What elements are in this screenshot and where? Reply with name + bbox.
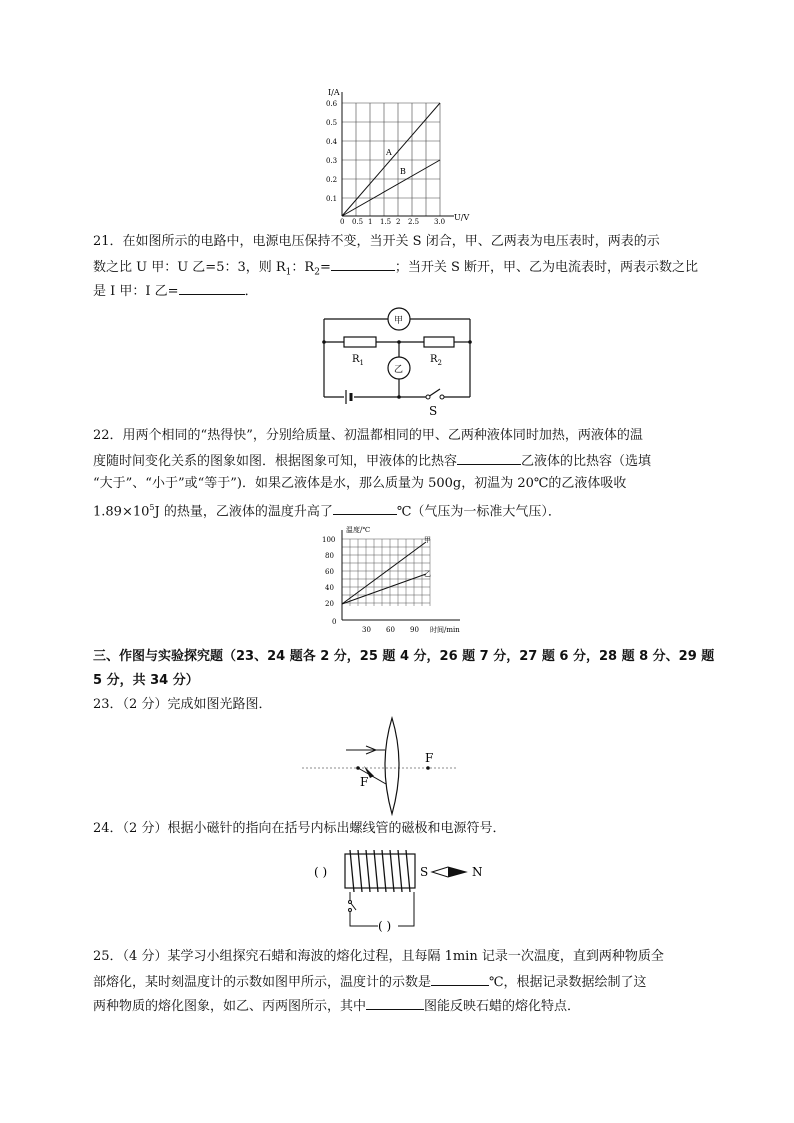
q23-text: 23．（2 分）完成如图光路图． bbox=[93, 697, 272, 712]
origin-label: 0 bbox=[332, 618, 337, 626]
series-yi-label: 乙 bbox=[424, 570, 431, 578]
q25-line3: 两种物质的熔化图象，如乙、丙两图所示，其中 图能反映石蜡的熔化特点． bbox=[93, 995, 580, 1017]
current-voltage-graph bbox=[322, 86, 478, 226]
x-tick: 2 bbox=[396, 218, 401, 226]
solenoid-core bbox=[345, 854, 415, 888]
y-tick: 40 bbox=[325, 584, 334, 592]
q21-line1: 21．在如图所示的电路中，电源电压保持不变，当开关 S 闭合，甲、乙两表为电压表时，两表的示 bbox=[93, 234, 660, 249]
series-yi-line bbox=[342, 574, 426, 604]
q22-line2: 度随时间变化关系的图象如图．根据图象可知，甲液体的比热容 乙液体的比热容（选填 bbox=[93, 450, 651, 472]
line-b-label: B bbox=[400, 167, 406, 176]
answer-blank[interactable] bbox=[179, 280, 245, 295]
answer-blank[interactable] bbox=[331, 256, 395, 271]
q24-text: 24．（2 分）根据小磁针的指向在括号内标出螺线管的磁极和电源符号． bbox=[93, 821, 506, 836]
line-b bbox=[342, 160, 440, 216]
line-a bbox=[342, 103, 440, 216]
focus-point bbox=[356, 766, 360, 770]
convex-lens bbox=[385, 718, 399, 814]
temperature-time-graph bbox=[320, 524, 476, 636]
y-tick: 80 bbox=[325, 552, 334, 560]
needle-s-label: S bbox=[420, 865, 429, 879]
x-tick: 3.0 bbox=[434, 218, 446, 226]
y-tick: 0.5 bbox=[326, 119, 338, 127]
x-tick: 0.5 bbox=[352, 218, 364, 226]
q21-line3: 是 I 甲：I 乙= ． bbox=[93, 280, 258, 302]
needle-n-label: N bbox=[472, 865, 483, 879]
q21-line2: 数之比 U 甲：U 乙=5：3，则 $R_1$：$R_2=$ ；当开关 S 断开，甲、乙为电流表时，两表示数之比 bbox=[93, 256, 698, 283]
series-jia-line bbox=[342, 542, 426, 604]
focus-point bbox=[426, 766, 430, 770]
x-tick: 2.5 bbox=[408, 218, 420, 226]
switch-label: S bbox=[429, 404, 438, 417]
focus-right-label: F bbox=[425, 751, 434, 765]
answer-blank[interactable] bbox=[366, 995, 424, 1010]
y-tick: 0.1 bbox=[326, 195, 338, 203]
meter-jia-label: 甲 bbox=[394, 316, 404, 326]
q22-line1: 22．用两个相同的“热得快”，分别给质量、初温都相同的甲、乙两种液体同时加热，两液体的温 bbox=[93, 428, 643, 443]
q22-line4: $1.89\times 10^5J$ 的热量，乙液体的温度升高了 ℃（气压为一标准大气压）． bbox=[93, 498, 561, 522]
x-tick: 0 bbox=[340, 218, 345, 226]
y-tick: 100 bbox=[322, 536, 336, 544]
y-tick: 0.6 bbox=[326, 100, 338, 108]
r1-label: $R_1$ bbox=[352, 354, 364, 367]
r2-label: $R_2$ bbox=[430, 354, 442, 367]
x-axis-label: 时间/min bbox=[430, 626, 460, 634]
series-jia-label: 甲 bbox=[424, 536, 431, 544]
y-tick: 0.4 bbox=[326, 138, 338, 146]
answer-blank[interactable] bbox=[457, 450, 521, 465]
x-tick: 1 bbox=[368, 218, 373, 226]
y-axis-label: 温度/℃ bbox=[346, 526, 371, 534]
q22-line3: “大于”、“小于”或“等于”)．如果乙液体是水，那么质量为 500g，初温为 20℃的乙液体吸收 bbox=[93, 476, 627, 491]
left-pole-blank[interactable]: ( ) bbox=[314, 865, 328, 879]
x-tick: 90 bbox=[410, 626, 419, 634]
line-a-label: A bbox=[386, 148, 392, 157]
y-tick: 0.2 bbox=[326, 176, 338, 184]
meter-yi-label: 乙 bbox=[394, 365, 404, 375]
x-axis-label: U/V bbox=[454, 213, 470, 222]
focus-left-label: F bbox=[360, 775, 369, 789]
q25-line2: 部熔化，某时刻温度计的示数如图甲所示，温度计的示数是 ℃，根据记录数据绘制了这 bbox=[93, 971, 647, 993]
section3-heading-line2: 5 分，共 34 分） bbox=[93, 673, 199, 688]
q25-line1: 25．（4 分）某学习小组探究石蜡和海波的熔化过程，且每隔 1min 记录一次温度，直到两种物质全 bbox=[93, 949, 664, 964]
power-source-blank[interactable]: ( ) bbox=[378, 919, 392, 932]
y-tick: 20 bbox=[325, 600, 334, 608]
answer-blank[interactable] bbox=[431, 971, 489, 986]
x-tick: 1.5 bbox=[380, 218, 392, 226]
lens-diagram bbox=[300, 714, 460, 818]
solenoid-diagram bbox=[308, 842, 498, 932]
y-axis-label: I/A bbox=[328, 88, 340, 97]
x-tick: 60 bbox=[386, 626, 395, 634]
circuit-diagram bbox=[318, 305, 478, 417]
section3-heading-line1: 三、作图与实验探究题（23、24 题各 2 分，25 题 4 分，26 题 7 分，27 题 6 分，28 题 8 分、29 题 bbox=[93, 649, 715, 664]
y-tick: 0.3 bbox=[326, 157, 338, 165]
x-tick: 30 bbox=[362, 626, 371, 634]
answer-blank[interactable] bbox=[333, 500, 397, 515]
y-tick: 60 bbox=[325, 568, 334, 576]
